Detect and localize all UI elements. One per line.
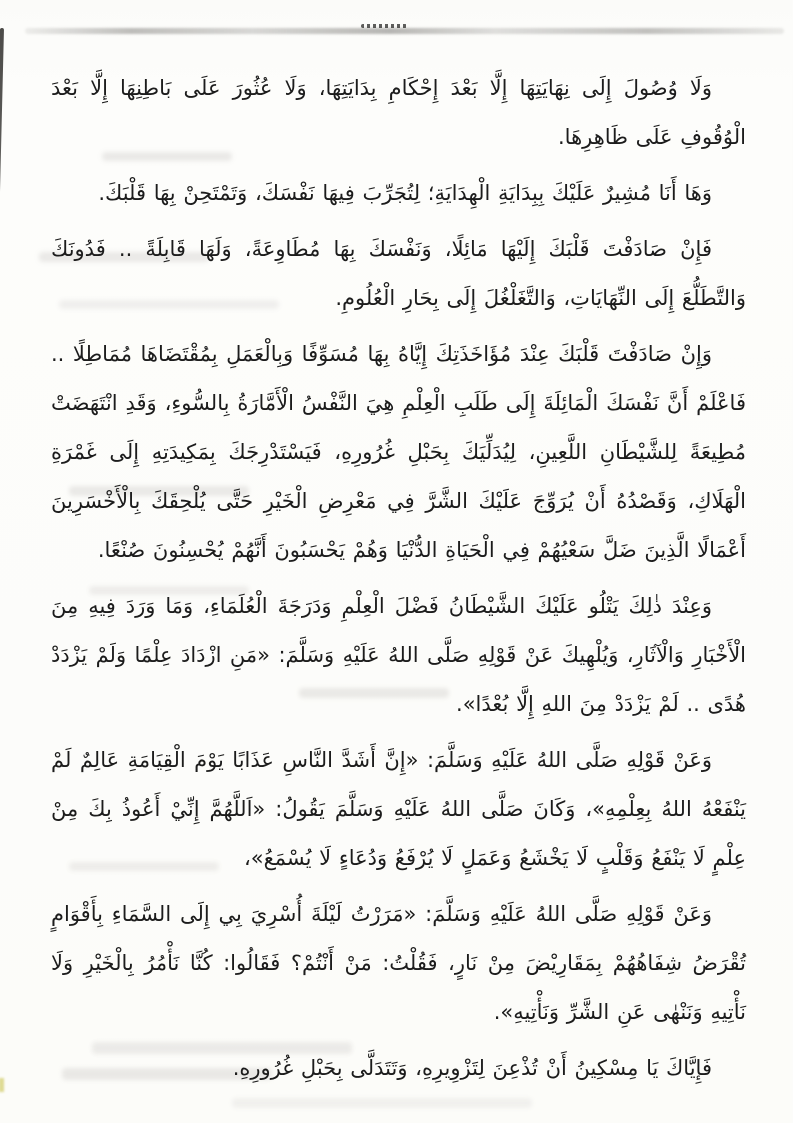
- paragraph: وَلَا وُصُولَ إِلَى نِهَايَتِهَا إِلَّا بَعْدَ إِحْكَامِ بِدَايَتِهَا، وَلَا عُثُورَ عَلَى بَاطِنِهَا إِلَّا بَعْدَ الْوُقُوفِ عَلَى ظَاهِرِهَا.: [52, 76, 747, 149]
- scan-spine-shadow: [0, 28, 5, 428]
- paragraph: وَعَنْ قَوْلِهِ صَلَّى اللهُ عَلَيْهِ وَسَلَّمَ: «إِنَّ أَشَدَّ النَّاسِ عَذَابًا يَوْمَ الْقِيَامَةِ عَالِمٌ لَمْ يَنْفَعْهُ اللهُ بِعِلْمِهِ»، وَكَانَ صَلَّى اللهُ عَلَيْهِ وَسَلَّمَ يَقُولُ: «اَللَّهُمَّ إِنِّيْ أَعُوذُ بِكَ مِنْ عِلْمٍ لَا يَنْفَعُ وَقَلْبٍ لَا يَخْشَعُ وَعَمَلٍ لَا يُرْفَعُ وَدُعَاءٍ لَا يُسْمَعُ»،: [52, 748, 747, 870]
- scan-edge-speck: [0, 1078, 5, 1092]
- body-text: [52, 64, 747, 1093]
- paragraph: وَإِنْ صَادَفْتَ قَلْبَكَ عِنْدَ مُؤَاخَذَتِكَ إِيَّاهُ بِهَا مُسَوِّفًا وَبِالْعَمَلِ بِمُقْتَضَاهَا مُمَاطِلًا .. فَاعْلَمْ أَنَّ نَفْسَكَ الْمَائِلَةَ إِلَى طَلَبِ الْعِلْمِ هِيَ النَّفْسُ الْأَمَّارَةُ بِالسُّوءِ، وَقَدِ انْتَهَضَتْ مُطِيعَةً لِلشَّيْطَانِ اللَّعِينِ، لِيُدَلِّيَكَ بِحَبْلِ غُرُورِهِ، فَيَسْتَدْرِجَكَ بِمَكِيدَتِهِ إِلَى غَمْرَةِ الْهَلَاكِ، وَقَصْدُهُ أَنْ يُرَوِّجَ عَلَيْكَ الشَّرَّ فِي مَعْرِضِ الْخَيْرِ حَتَّى يُلْحِقَكَ بِالْأَخْسَرِينَ أَعْمَالًا الَّذِينَ ضَلَّ سَعْيُهُمْ فِي الْحَيَاةِ الدُّنْيَا وَهُمْ يَحْسَبُونَ أَنَّهُمْ يُحْسِنُونَ صُنْعًا.: [52, 342, 747, 562]
- scan-top-edge-shadow: [26, 28, 785, 34]
- scan-top-dotted-mark: [362, 24, 408, 28]
- paragraph: فَإِيَّاكَ يَا مِسْكِينُ أَنْ تُذْعِنَ لِتَزْوِيرِهِ، وَتَتَدَلَّى بِحَبْلِ غُرُورِهِ.: [233, 1056, 713, 1080]
- bleedthrough-ghost: [233, 1098, 533, 1108]
- paragraph: وَهَا أَنَا مُشِيرٌ عَلَيْكَ بِبِدَايَةِ الْهِدَايَةِ؛ لِتُجَرِّبَ فِيهَا نَفْسَكَ، وَتَمْتَحِنْ بِهَا قَلْبَكَ.: [99, 181, 713, 205]
- paragraph: وَعِنْدَ ذٰلِكَ يَتْلُو عَلَيْكَ الشَّيْطَانُ فَضْلَ الْعِلْمِ وَدَرَجَةَ الْعُلَمَاءِ، وَمَا وَرَدَ فِيهِ مِنَ الْأَخْبَارِ وَالْآثَارِ، وَيُلْهِيكَ عَنْ قَوْلِهِ صَلَّى اللهُ عَلَيْهِ وَسَلَّمَ: «مَنِ ازْدَادَ عِلْمًا وَلَمْ يَزْدَدْ هُدًى .. لَمْ يَزْدَدْ مِنَ اللهِ إِلَّا بُعْدًا».: [52, 594, 747, 716]
- paragraph: فَإِنْ صَادَفْتَ قَلْبَكَ إِلَيْهَا مَائِلًا، وَنَفْسَكَ بِهَا مُطَاوِعَةً، وَلَهَا قَابِلَةً .. فَدُونَكَ وَالتَّطَلُّعَ إِلَى النِّهَايَاتِ، وَالتَّغَلْغُلَ إِلَى بِحَارِ الْعُلُومِ.: [52, 237, 747, 310]
- paragraph: وَعَنْ قَوْلِهِ صَلَّى اللهُ عَلَيْهِ وَسَلَّمَ: «مَرَرْتُ لَيْلَةَ أُسْرِيَ بِي إِلَى السَّمَاءِ بِأَقْوَامٍ تُقْرَضُ شِفَاهُهُمْ بِمَقَارِيْضَ مِنْ نَارٍ، فَقُلْتُ: مَنْ أَنْتُمْ؟ فَقَالُوا: كُنَّا نَأْمُرُ بِالْخَيْرِ وَلَا نَأْتِيهِ وَنَنْهٰى عَنِ الشَّرِّ وَنَأْتِيهِ».: [52, 902, 747, 1024]
